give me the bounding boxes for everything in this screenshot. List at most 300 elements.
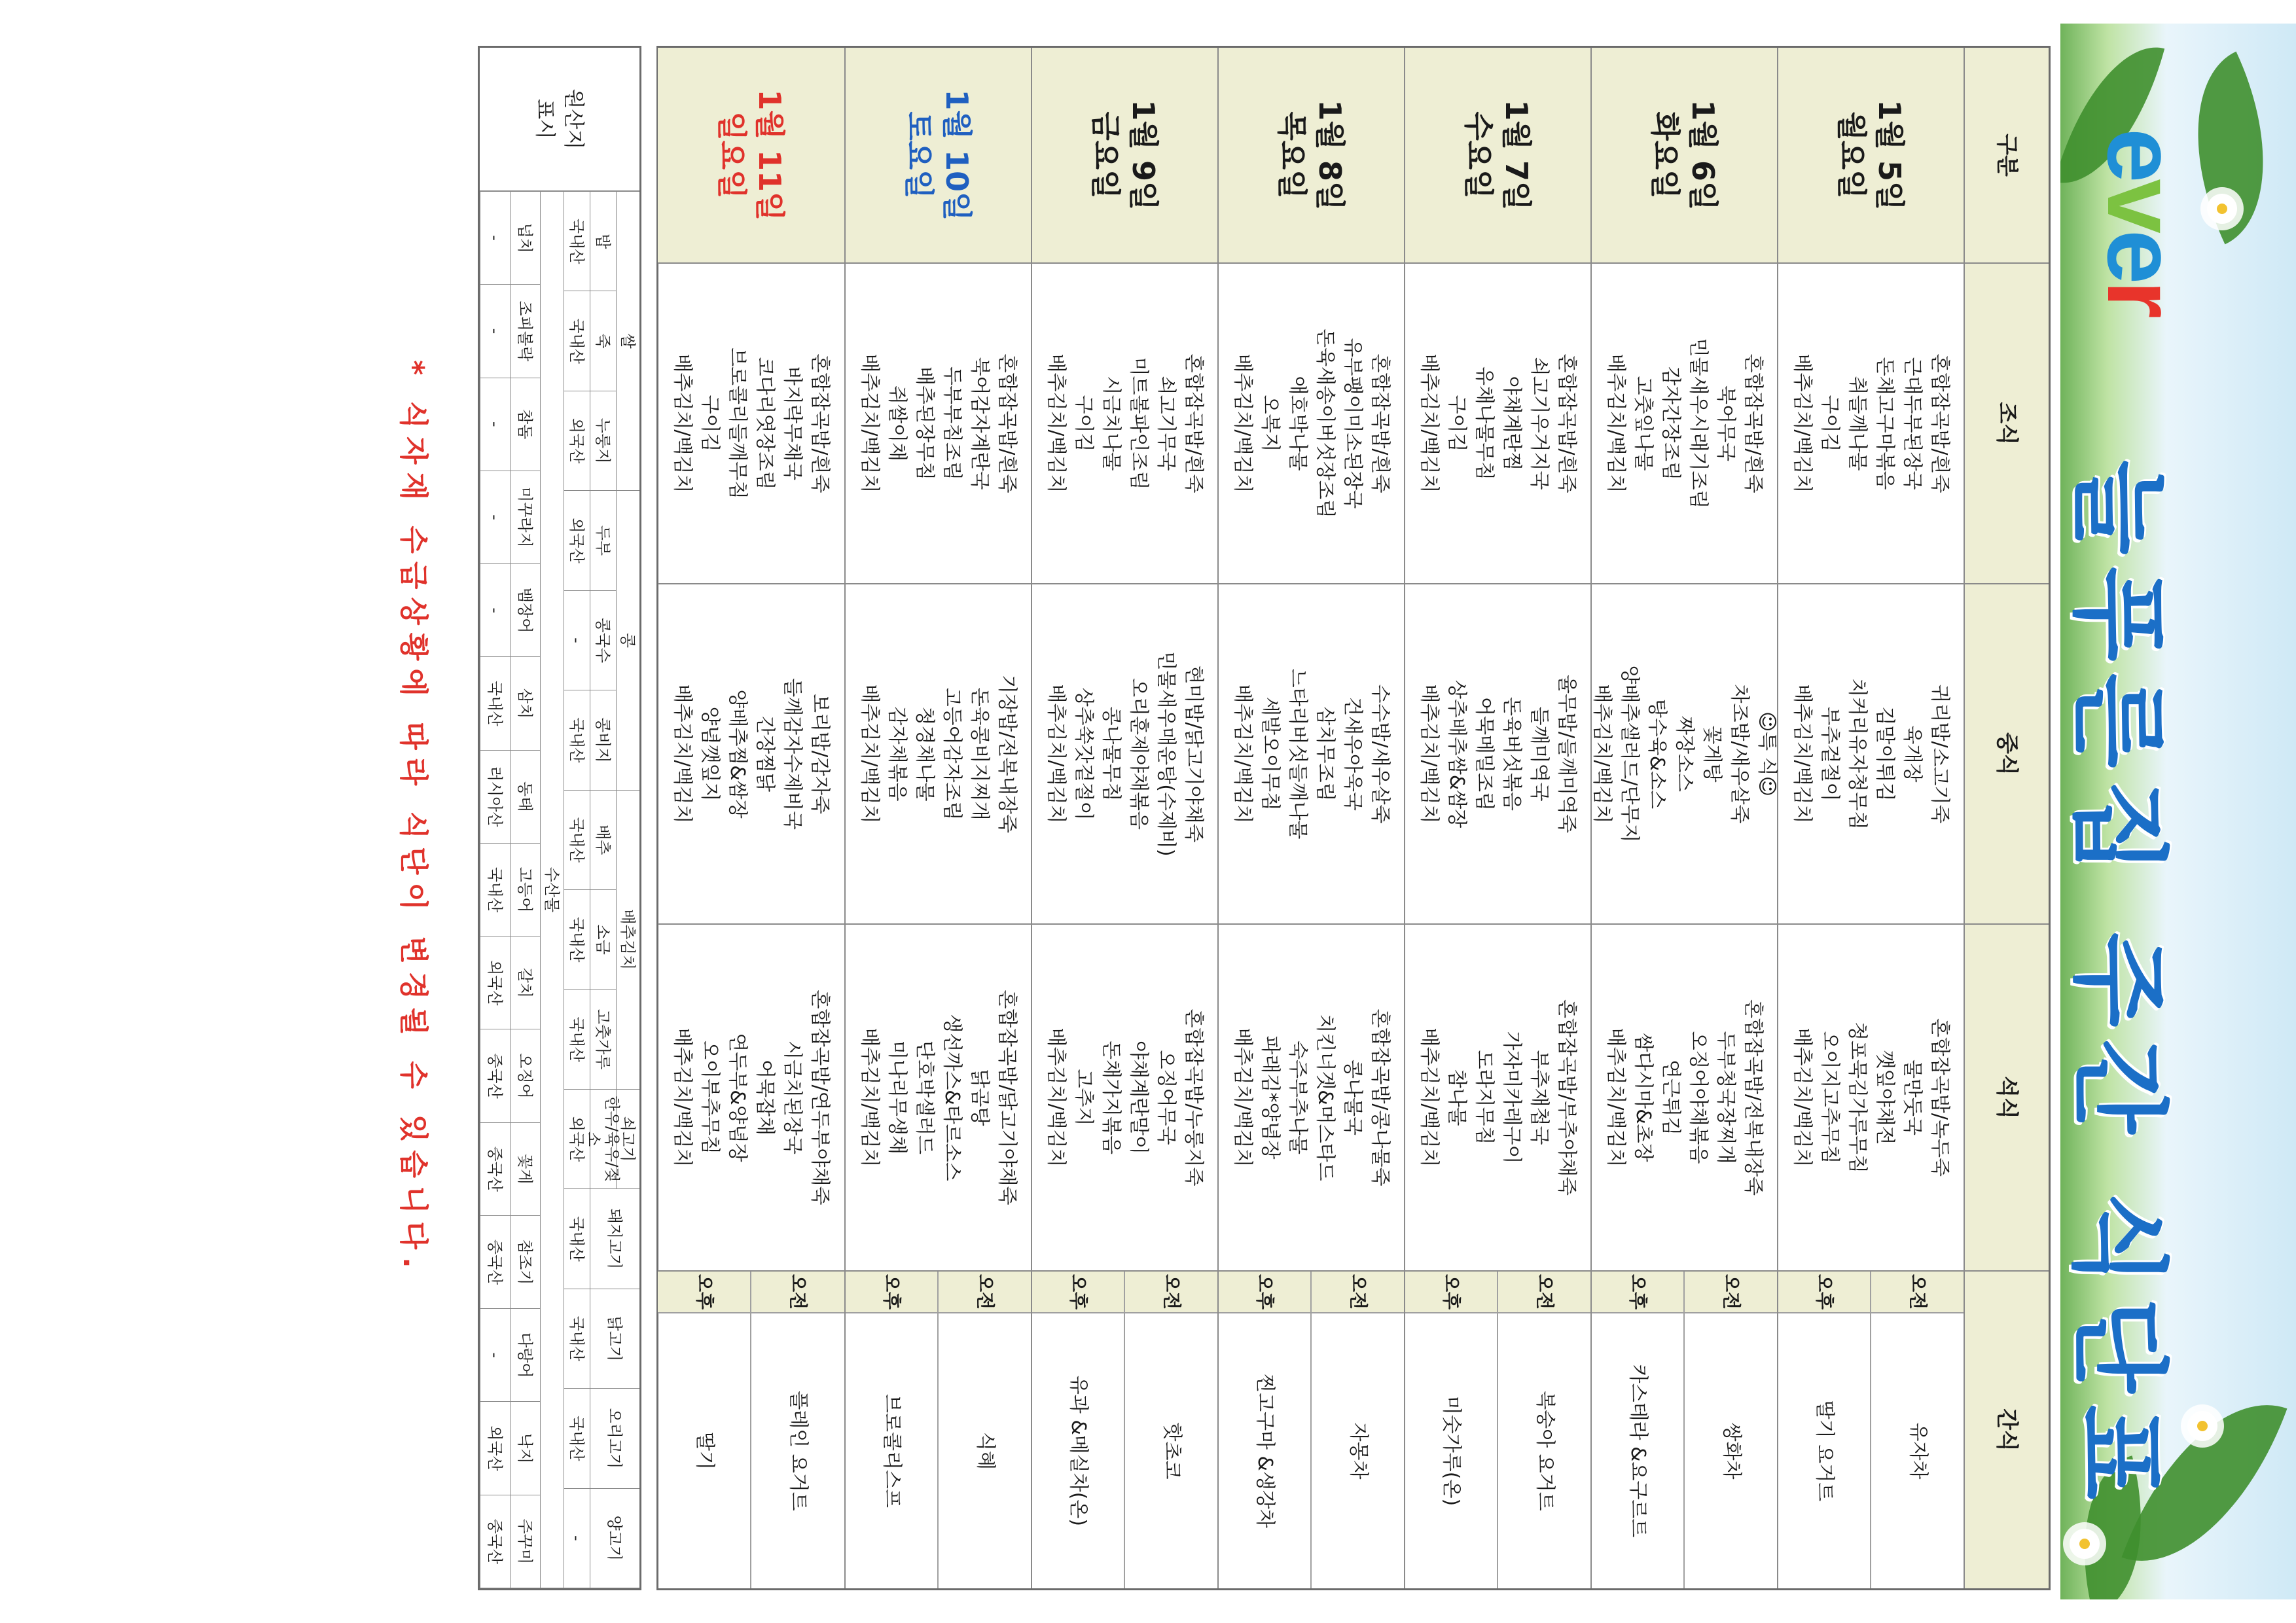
menu-item: 혼합잡곡밥/흰죽 bbox=[1742, 353, 1765, 493]
snack-time-label: 오후 bbox=[1592, 1272, 1684, 1313]
menu-item: 쇠고기무국 bbox=[1155, 376, 1178, 471]
snack-time-label: 오후 bbox=[1405, 1272, 1498, 1313]
snack-item: 쌍화차 bbox=[1719, 1422, 1743, 1480]
menu-item: 들깨미역국 bbox=[1528, 706, 1551, 802]
menu-item: 북어감자계란국 bbox=[968, 357, 992, 490]
menu-item: 야채계란찜 bbox=[1500, 376, 1524, 471]
menu-item: 구이김 bbox=[698, 395, 722, 452]
header-label: 석식 bbox=[1994, 1076, 2020, 1119]
origin-item-origin: 중국산 bbox=[480, 1495, 510, 1588]
menu-item: 혼합잡곡밥/부추야채죽 bbox=[1555, 999, 1579, 1196]
menu-item: 구이김 bbox=[1818, 395, 1842, 452]
origin-item-origin: - bbox=[564, 1489, 590, 1588]
menu-item: 치킨너겟&머스타드 bbox=[1314, 1014, 1337, 1181]
menu-item: 차조밥/새우살죽 bbox=[1728, 684, 1751, 824]
snack-item: 카스테라 &요구르트 bbox=[1626, 1364, 1650, 1538]
breakfast-cell bbox=[1219, 264, 1404, 584]
menu-item: 두부청국장찌개 bbox=[1714, 1031, 1738, 1164]
menu-item: 배추김치/백김치 bbox=[1418, 1027, 1441, 1168]
snack-time-label: 오후 bbox=[846, 1272, 938, 1313]
day-weekday: 목요일 bbox=[1274, 111, 1310, 199]
dinner-cell bbox=[1405, 925, 1590, 1272]
menu-item: 오이지고추무침 bbox=[1818, 1031, 1842, 1164]
header-label: 조식 bbox=[1994, 402, 2020, 445]
snack-am bbox=[751, 1272, 845, 1588]
menu-item: 혼합잡곡밥/연두부야채죽 bbox=[808, 990, 832, 1205]
menu-item: 바지락무채국 bbox=[781, 366, 804, 480]
day-date: 1월 9일 bbox=[1126, 99, 1162, 211]
menu-item: 돈육버섯볶음 bbox=[1500, 697, 1524, 811]
menu-item: 감자간장조림 bbox=[1659, 366, 1683, 480]
snack-item: 플레인 요거트 bbox=[787, 1391, 810, 1511]
menu-item: 상추쑥갓겉절이 bbox=[1072, 687, 1096, 821]
origin-item-name: 낙지 bbox=[510, 1402, 540, 1495]
origin-item-name: 배추 bbox=[590, 791, 616, 890]
snack-cell bbox=[1405, 1272, 1590, 1588]
origin-item-origin: - bbox=[480, 471, 510, 564]
day-weekday: 일요일 bbox=[714, 111, 750, 199]
lunch-cell bbox=[1405, 584, 1590, 925]
snack-cell bbox=[658, 1272, 844, 1588]
origin-item-origin: 중국산 bbox=[480, 1029, 510, 1122]
snack-am bbox=[1124, 1272, 1218, 1588]
snack-time-label: 오후 bbox=[1219, 1272, 1311, 1313]
menu-item: 단호박샐러드 bbox=[913, 1041, 937, 1154]
snack-am bbox=[1871, 1272, 1964, 1588]
origin-item-name: 고춧가루 bbox=[590, 990, 616, 1089]
breakfast-cell bbox=[1032, 264, 1217, 584]
origin-item-name: 주꾸미 bbox=[510, 1495, 540, 1588]
day-label bbox=[1032, 48, 1217, 264]
menu-item: 어묵잡채 bbox=[753, 1060, 777, 1135]
menu-item: 현미밥/닭고기야채죽 bbox=[1182, 665, 1206, 843]
day-date: 1월 8일 bbox=[1312, 99, 1348, 211]
menu-item: 배추김치/백김치 bbox=[858, 684, 882, 824]
menu-item: 배추김치/백김치 bbox=[1604, 1027, 1628, 1168]
day-label bbox=[658, 48, 844, 264]
day-label bbox=[1219, 48, 1404, 264]
origin-item-name: 누룽지 bbox=[590, 391, 616, 491]
menu-item: 간장찜닭 bbox=[753, 716, 777, 792]
snack-cell bbox=[846, 1272, 1031, 1588]
menu-item: 오이부추무침 bbox=[698, 1041, 722, 1154]
origin-item-origin: - bbox=[480, 192, 510, 285]
snack-item: 핫초코 bbox=[1160, 1422, 1183, 1480]
day-date: 1월 11일 bbox=[752, 89, 788, 221]
day-weekday: 토요일 bbox=[901, 111, 937, 199]
menu-item: 배추김치/백김치 bbox=[1045, 353, 1068, 493]
origin-item-origin: 국내산 bbox=[564, 890, 590, 990]
snack-item: 미숫가루(온) bbox=[1440, 1395, 1463, 1507]
menu-item: 가자미카레구이 bbox=[1500, 1031, 1524, 1164]
header-category bbox=[1965, 48, 2049, 264]
snack-am bbox=[1684, 1272, 1778, 1588]
menu-item: 닭곰탕 bbox=[968, 1069, 992, 1126]
menu-item: 근대두부된장국 bbox=[1901, 357, 1924, 490]
day-row bbox=[1404, 48, 1590, 1588]
origin-item-origin: 외국산 bbox=[564, 1090, 590, 1189]
origin-group-rice: 쌀 bbox=[616, 192, 639, 491]
day-weekday: 월요일 bbox=[1834, 111, 1870, 199]
origin-item-origin: 외국산 bbox=[480, 936, 510, 1029]
menu-item: 두부부침조림 bbox=[941, 366, 964, 480]
snack-cell bbox=[1592, 1272, 1777, 1588]
menu-item: 청포묵김가루무침 bbox=[1846, 1022, 1869, 1173]
snack-item: 식혜 bbox=[973, 1432, 997, 1470]
origin-item-origin: 국내산 bbox=[564, 690, 590, 790]
menu-item: 배추된장무침 bbox=[913, 366, 937, 480]
menu-item: 혼합잡곡밥/누룽지죽 bbox=[1182, 1008, 1206, 1186]
menu-item: 혼합잡곡밥/닭고기야채죽 bbox=[996, 990, 1019, 1205]
snack-item: 유과 &메실차(온) bbox=[1067, 1375, 1090, 1527]
snack-cell bbox=[1219, 1272, 1404, 1588]
snack-am bbox=[1311, 1272, 1405, 1588]
menu-item: 오리훈제야채볶음 bbox=[1127, 678, 1151, 830]
menu-item: 배추김치/백김치 bbox=[1231, 353, 1255, 493]
menu-item: 세발오이무침 bbox=[1259, 697, 1282, 811]
menu-item: 부추재첩국 bbox=[1528, 1050, 1551, 1145]
origin-item-origin: - bbox=[480, 1309, 510, 1402]
origin-item-origin: 러시아산 bbox=[480, 751, 510, 844]
snack-pm bbox=[658, 1272, 751, 1588]
menu-item: 양배추샐러드/단무지 bbox=[1618, 665, 1641, 843]
snack-time-label: 오전 bbox=[1312, 1272, 1405, 1313]
menu-item: 민물새우매운탕(수제비) bbox=[1155, 651, 1178, 857]
snack-pm bbox=[1405, 1272, 1498, 1588]
menu-item: 배추김치/백김치 bbox=[1231, 684, 1255, 824]
day-date: 1월 7일 bbox=[1499, 99, 1535, 211]
menu-item: 돈육콩비지찌개 bbox=[968, 687, 992, 821]
menu-item: 배추김치/백김치 bbox=[1045, 684, 1068, 824]
header-snack bbox=[1965, 1272, 2049, 1588]
day-row bbox=[1590, 48, 1777, 1588]
menu-item: 돈육새송이버섯장조림 bbox=[1314, 329, 1337, 518]
origin-group-kimchi: 배추김치 bbox=[616, 791, 639, 1090]
origin-item-name: 밥 bbox=[590, 192, 616, 291]
origin-item-origin: 외국산 bbox=[564, 491, 590, 590]
origin-item-origin: 중국산 bbox=[480, 1123, 510, 1216]
menu-item: 배추김치/백김치 bbox=[1045, 1027, 1068, 1168]
day-date: 1월 6일 bbox=[1685, 99, 1721, 211]
menu-item: 혼합잡곡밥/전복내장죽 bbox=[1742, 999, 1765, 1196]
menu-item: 배추김치/백김치 bbox=[1791, 353, 1814, 493]
menu-item: 배추김치/백김치 bbox=[858, 353, 882, 493]
snack-time-label: 오전 bbox=[1499, 1272, 1591, 1313]
menu-item: 배추김치/백김치 bbox=[858, 1027, 882, 1168]
origin-item-name: 참돔 bbox=[510, 378, 540, 471]
menu-item: 구이김 bbox=[1445, 395, 1469, 452]
origin-item-name: 다랑어 bbox=[510, 1309, 540, 1402]
snack-time-label: 오전 bbox=[1872, 1272, 1964, 1313]
lunch-cell bbox=[1592, 584, 1777, 925]
header-breakfast bbox=[1965, 264, 2049, 584]
menu-item: 연근튀김 bbox=[1659, 1060, 1683, 1135]
snack-item: 딸기 요거트 bbox=[1813, 1400, 1837, 1502]
menu-item: 혼합잡곡밥/흰죽 bbox=[1182, 353, 1206, 493]
origin-item-name: 콩비지 bbox=[590, 690, 616, 790]
origin-item-name: 한우/육우/젖소 bbox=[590, 1090, 616, 1189]
dinner-cell bbox=[1219, 925, 1404, 1272]
origin-item-name: 동태 bbox=[510, 751, 540, 844]
lunch-cell bbox=[846, 584, 1031, 925]
dinner-cell bbox=[1778, 925, 1964, 1272]
origin-group-beef: 쇠고기 bbox=[616, 1090, 639, 1189]
menu-item: 배추김치/백김치 bbox=[671, 1027, 694, 1168]
dinner-cell bbox=[1032, 925, 1217, 1272]
origin-item-name: 오징어 bbox=[510, 1029, 540, 1122]
menu-item: 율무밥/들깨미역죽 bbox=[1555, 675, 1579, 833]
dinner-cell bbox=[846, 925, 1031, 1272]
breakfast-cell bbox=[658, 264, 844, 584]
snack-time-label: 오후 bbox=[658, 1272, 751, 1313]
menu-item: 시금치된장국 bbox=[781, 1041, 804, 1154]
menu-item: ☺특 식☺ bbox=[1755, 711, 1779, 797]
menu-item: 브로콜리들깨무침 bbox=[726, 348, 749, 499]
menu-item: 삼치무조림 bbox=[1314, 706, 1337, 802]
menu-item: 미나리무생채 bbox=[886, 1041, 909, 1154]
menu-item: 오징어야채볶음 bbox=[1687, 1031, 1710, 1164]
menu-item: 구이김 bbox=[1072, 395, 1096, 452]
origin-item-origin: 국내산 bbox=[564, 1389, 590, 1488]
menu-item: 배추김치/백김치 bbox=[1231, 1027, 1255, 1168]
menu-item: 미트볼파인조림 bbox=[1127, 357, 1151, 490]
snack-item: 유자차 bbox=[1906, 1422, 1929, 1480]
snack-time-label: 오후 bbox=[1778, 1272, 1871, 1313]
menu-item: 배추김치/백김치 bbox=[671, 353, 694, 493]
menu-item: 돈채가지볶음 bbox=[1100, 1041, 1123, 1154]
day-weekday: 화요일 bbox=[1647, 111, 1683, 199]
origin-item-name: 두부 bbox=[590, 491, 616, 590]
menu-item: 연두부&양념장 bbox=[726, 1033, 749, 1162]
lunch-cell bbox=[1778, 584, 1964, 925]
day-row bbox=[844, 48, 1031, 1588]
origin-item-origin: - bbox=[480, 378, 510, 471]
origin-label: 원산지 표시 bbox=[480, 48, 639, 192]
snack-cell bbox=[1778, 1272, 1964, 1588]
menu-item: 물만둣국 bbox=[1901, 1060, 1924, 1135]
origin-item-origin: 국내산 bbox=[564, 1289, 590, 1389]
snack-pm bbox=[1592, 1272, 1684, 1588]
origin-item-name: 오리고기 bbox=[590, 1389, 639, 1488]
menu-item: 고춧잎나물 bbox=[1632, 376, 1655, 471]
ever-logo: ever bbox=[2087, 128, 2197, 315]
menu-item: 콩나물국 bbox=[1341, 1060, 1365, 1135]
origin-item-name: 갈치 bbox=[510, 936, 540, 1029]
dinner-cell bbox=[658, 925, 844, 1272]
menu-item: 배추김치/백김치 bbox=[1418, 353, 1441, 493]
header-banner bbox=[2060, 24, 2296, 1599]
snack-pm bbox=[1778, 1272, 1871, 1588]
origin-item-origin: 국내산 bbox=[480, 844, 510, 936]
snack-item: 찐고구마 &생강차 bbox=[1253, 1374, 1277, 1528]
lunch-cell bbox=[1032, 584, 1217, 925]
day-row bbox=[1217, 48, 1404, 1588]
origin-item-origin: 국내산 bbox=[564, 990, 590, 1089]
menu-item: 쇠고기우거지국 bbox=[1528, 357, 1551, 490]
menu-item: 귀리밥/소고기죽 bbox=[1928, 684, 1952, 824]
origin-item-name: 죽 bbox=[590, 291, 616, 391]
menu-item: 배추김치/백김치 bbox=[671, 684, 694, 824]
day-date: 1월 5일 bbox=[1872, 99, 1908, 211]
breakfast-cell bbox=[1778, 264, 1964, 584]
header-label: 중식 bbox=[1994, 732, 2020, 776]
origin-item-name: 미꾸라지 bbox=[510, 471, 540, 564]
origin-item-origin: 국내산 bbox=[564, 192, 590, 291]
menu-item: 치커리유자청무침 bbox=[1846, 678, 1869, 830]
origin-item-origin: 중국산 bbox=[480, 1216, 510, 1309]
day-weekday: 수요일 bbox=[1461, 111, 1497, 199]
day-row bbox=[1031, 48, 1217, 1588]
menu-item: 쥐쌀이채 bbox=[886, 385, 909, 461]
menu-item: 상추배추쌈&쌈장 bbox=[1445, 679, 1469, 829]
menu-item: 취들깨나물 bbox=[1846, 376, 1869, 471]
menu-item: 양념깻잎지 bbox=[698, 706, 722, 802]
header-label: 구분 bbox=[1994, 134, 2020, 177]
day-row bbox=[658, 48, 844, 1588]
menu-item: 부추겉절이 bbox=[1818, 706, 1842, 802]
origin-item-name: 콩국수 bbox=[590, 591, 616, 690]
origin-group-seafood: 수산물 bbox=[540, 192, 564, 1588]
menu-item: 오복지 bbox=[1259, 395, 1282, 452]
origin-item-origin: - bbox=[480, 285, 510, 378]
snack-time-label: 오전 bbox=[752, 1272, 845, 1313]
snack-time-label: 오전 bbox=[1126, 1272, 1218, 1313]
header-label: 간식 bbox=[1994, 1408, 2020, 1452]
menu-item: 콩나물무침 bbox=[1100, 706, 1123, 802]
menu-item: 혼합잡곡밥/흰죽 bbox=[1369, 353, 1392, 493]
snack-item: 딸기 bbox=[692, 1432, 716, 1470]
origin-item-name: 돼지고기 bbox=[590, 1189, 639, 1289]
lunch-cell bbox=[1219, 584, 1404, 925]
change-notice: * 식자재 수급상황에 따라 식단이 변경될 수 있습니다. bbox=[397, 360, 430, 1276]
menu-item: 느타리버섯들깨나물 bbox=[1286, 668, 1310, 840]
menu-item: 배추김치/백김치 bbox=[1590, 684, 1614, 824]
menu-item: 고추지 bbox=[1072, 1069, 1096, 1126]
snack-am bbox=[1498, 1272, 1591, 1588]
snack-item: 자몽차 bbox=[1346, 1422, 1370, 1480]
table-header-row bbox=[1964, 48, 2049, 1588]
origin-item-name: 삼치 bbox=[510, 657, 540, 750]
menu-item: 야채계란말이 bbox=[1127, 1041, 1151, 1154]
menu-item: 돈채고구마볶음 bbox=[1873, 357, 1897, 490]
menu-item: 탕수육&소스 bbox=[1645, 698, 1669, 810]
menu-item: 건새우아욱국 bbox=[1341, 697, 1365, 811]
day-label bbox=[1405, 48, 1590, 264]
menu-item: 배추김치/백김치 bbox=[1791, 684, 1814, 824]
day-label bbox=[1592, 48, 1777, 264]
snack-am bbox=[938, 1272, 1031, 1588]
menu-item: 혼합잡곡밥/흰죽 bbox=[996, 353, 1019, 493]
origin-item-origin: 국내산 bbox=[480, 657, 510, 750]
menu-item: 보리밥/감자죽 bbox=[808, 694, 832, 814]
origin-item-name: 닭고기 bbox=[590, 1289, 639, 1389]
menu-item: 민물새우시래기조림 bbox=[1687, 338, 1710, 509]
origin-table bbox=[478, 46, 641, 1590]
menu-item: 숙주부추나물 bbox=[1286, 1041, 1310, 1154]
menu-item: 어묵메밀조림 bbox=[1473, 697, 1496, 811]
menu-item: 파래김*양념장 bbox=[1259, 1035, 1282, 1160]
menu-item: 쌈다시마&초장 bbox=[1632, 1033, 1655, 1162]
day-row bbox=[1777, 48, 1964, 1588]
breakfast-cell bbox=[1592, 264, 1777, 584]
origin-group-bean: 콩 bbox=[616, 491, 639, 790]
menu-item: 참나물 bbox=[1445, 1069, 1469, 1126]
snack-pm bbox=[846, 1272, 938, 1588]
origin-item-origin: 국내산 bbox=[564, 791, 590, 890]
weekly-menu-table bbox=[656, 46, 2051, 1590]
menu-item: 도라지무침 bbox=[1473, 1050, 1496, 1145]
dinner-cell bbox=[1592, 925, 1777, 1272]
origin-item-origin: 국내산 bbox=[564, 291, 590, 391]
menu-item: 짜장소스 bbox=[1673, 716, 1696, 792]
menu-item: 혼합잡곡밥/흰죽 bbox=[1928, 353, 1952, 493]
menu-item: 꽃게탕 bbox=[1700, 725, 1724, 783]
snack-time-label: 오전 bbox=[1685, 1272, 1778, 1313]
origin-item-origin: - bbox=[480, 564, 510, 657]
menu-item: 혼합잡곡밥/콩나물죽 bbox=[1369, 1008, 1392, 1186]
snack-item: 브로콜리스프 bbox=[880, 1394, 904, 1508]
page-title: 늘푸른집 주간 식단표 bbox=[2061, 459, 2175, 1512]
menu-item: 육개장 bbox=[1901, 725, 1924, 783]
menu-item: 혼합잡곡밥/흰죽 bbox=[1555, 353, 1579, 493]
day-date: 1월 10일 bbox=[939, 89, 975, 221]
header-lunch bbox=[1965, 584, 2049, 925]
menu-item: 유채나물무침 bbox=[1473, 366, 1496, 480]
menu-item: 애호박나물 bbox=[1286, 376, 1310, 471]
breakfast-cell bbox=[1405, 264, 1590, 584]
menu-item: 들깨감자수제비국 bbox=[781, 678, 804, 830]
origin-item-name: 조피볼락 bbox=[510, 285, 540, 378]
menu-item: 코다리엿장조림 bbox=[753, 357, 777, 490]
menu-item: 오징어무국 bbox=[1155, 1050, 1178, 1145]
origin-item-name: 양고기 bbox=[590, 1489, 639, 1588]
origin-item-name: 넙치 bbox=[510, 192, 540, 285]
snack-pm bbox=[1219, 1272, 1311, 1588]
menu-item: 북어무국 bbox=[1714, 385, 1738, 461]
snack-time-label: 오후 bbox=[1032, 1272, 1124, 1313]
menu-item: 수수밥/새우살죽 bbox=[1369, 684, 1392, 824]
origin-item-origin: 국내산 bbox=[564, 1189, 590, 1289]
menu-item: 배추김치/백김치 bbox=[1791, 1027, 1814, 1168]
origin-item-name: 뱀장어 bbox=[510, 564, 540, 657]
origin-item-origin: 외국산 bbox=[480, 1402, 510, 1495]
menu-item: 김말이튀김 bbox=[1873, 706, 1897, 802]
snack-pm bbox=[1032, 1272, 1124, 1588]
menu-item: 양배추찜&쌈장 bbox=[726, 689, 749, 819]
snack-item: 복숭아 요거트 bbox=[1533, 1391, 1556, 1511]
menu-item: 고등어감자조림 bbox=[941, 687, 964, 821]
day-label bbox=[1778, 48, 1964, 264]
menu-item: 유부팽이미소된장국 bbox=[1341, 338, 1365, 509]
menu-item: 배추김치/백김치 bbox=[1418, 684, 1441, 824]
origin-item-name: 참조기 bbox=[510, 1216, 540, 1309]
origin-item-name: 꽃게 bbox=[510, 1123, 540, 1216]
snack-time-label: 오전 bbox=[939, 1272, 1031, 1313]
day-weekday: 금요일 bbox=[1088, 111, 1124, 199]
menu-item: 배추김치/백김치 bbox=[1604, 353, 1628, 493]
flower-decoration bbox=[2207, 194, 2237, 224]
origin-item-origin: 외국산 bbox=[564, 391, 590, 491]
origin-item-origin: - bbox=[564, 591, 590, 690]
day-label bbox=[846, 48, 1031, 264]
menu-item: 기장밥/전복내장죽 bbox=[996, 675, 1019, 833]
menu-item: 청경채나물 bbox=[913, 706, 937, 802]
menu-item: 혼합잡곡밥/녹두죽 bbox=[1928, 1018, 1952, 1177]
menu-item: 깻잎야채전 bbox=[1873, 1050, 1897, 1145]
menu-item: 혼합잡곡밥/흰죽 bbox=[808, 353, 832, 493]
origin-item-name: 소금 bbox=[590, 890, 616, 990]
menu-item: 생선까스&타르소스 bbox=[941, 1014, 964, 1181]
